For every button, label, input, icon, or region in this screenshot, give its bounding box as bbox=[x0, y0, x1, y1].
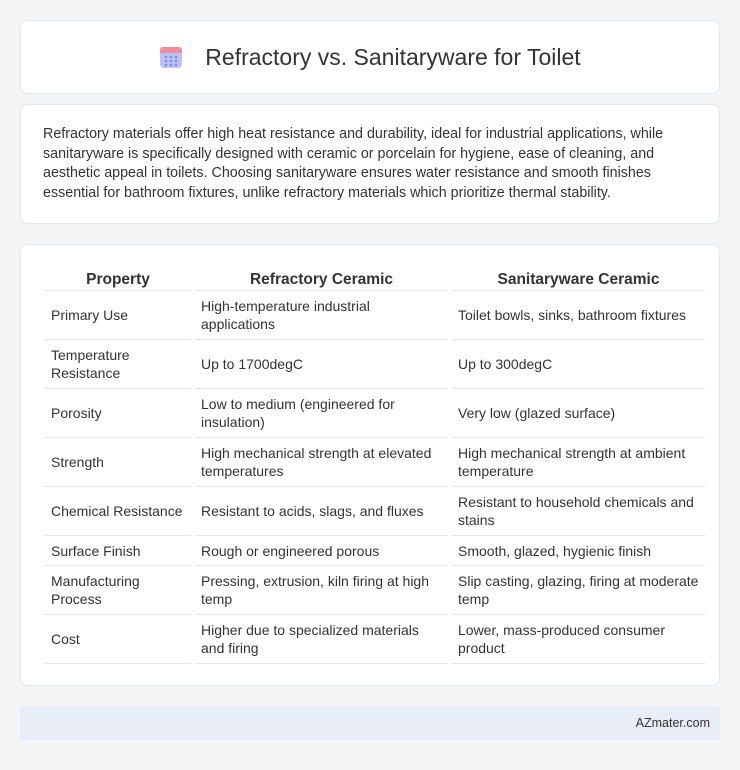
footer-bar bbox=[20, 706, 720, 740]
table-cell: Slip casting, glazing, firing at moderate temp bbox=[452, 566, 705, 615]
table-cell: High mechanical strength at elevated temperatures bbox=[195, 438, 448, 487]
column-header-refractory: Refractory Ceramic bbox=[195, 265, 448, 291]
column-header-property: Property bbox=[45, 265, 191, 291]
table-row bbox=[45, 291, 705, 340]
header-card bbox=[20, 20, 720, 94]
table-cell: Smooth, glazed, hygienic finish bbox=[452, 536, 705, 566]
table-cell: Porosity bbox=[45, 389, 191, 438]
table-cell: Temperature Resistance bbox=[45, 340, 191, 389]
table-row bbox=[45, 438, 705, 487]
table-row bbox=[45, 389, 705, 438]
table-cell: Strength bbox=[45, 438, 191, 487]
table-cell: Resistant to acids, slags, and fluxes bbox=[195, 487, 448, 536]
table-cell: Up to 300degC bbox=[452, 340, 705, 389]
table-row bbox=[45, 615, 705, 664]
table-cell: Resistant to household chemicals and stains bbox=[452, 487, 705, 536]
table-cell: Higher due to specialized materials and firing bbox=[195, 615, 448, 664]
table-cell: Up to 1700degC bbox=[195, 340, 448, 389]
comparison-table-card bbox=[20, 244, 720, 686]
calendar-icon bbox=[159, 45, 183, 69]
table-cell: Manufacturing Process bbox=[45, 566, 191, 615]
column-header-sanitaryware: Sanitaryware Ceramic bbox=[452, 265, 705, 291]
table-cell: Cost bbox=[45, 615, 191, 664]
table-row bbox=[45, 340, 705, 389]
table-cell: Chemical Resistance bbox=[45, 487, 191, 536]
page-title: Refractory vs. Sanitaryware for Toilet bbox=[205, 43, 581, 70]
table-cell: Primary Use bbox=[45, 291, 191, 340]
table-row bbox=[45, 566, 705, 615]
intro-paragraph: Refractory materials offer high heat resistance and durability, ideal for industrial applications, while sanitaryware is specifically designed with ceramic or porcelain for hygiene, ease of cleaning, and aesthetic appeal in toilets. Choosing sanitaryware ensures water resistance and smooth finishes essential for bathroom fixtures, unlike refractory materials which prioritize thermal stability. bbox=[43, 126, 664, 201]
table-cell: Surface Finish bbox=[45, 536, 191, 566]
table-row bbox=[45, 536, 705, 566]
table-cell: Toilet bowls, sinks, bathroom fixtures bbox=[452, 291, 705, 340]
table-cell: Lower, mass-produced consumer product bbox=[452, 615, 705, 664]
table-cell: Very low (glazed surface) bbox=[452, 389, 705, 438]
table-cell: High-temperature industrial applications bbox=[195, 291, 448, 340]
footer-site-name: AZmater.com bbox=[635, 716, 710, 730]
comparison-table bbox=[41, 265, 709, 664]
table-row bbox=[45, 487, 705, 536]
intro-card bbox=[20, 104, 720, 224]
table-cell: Rough or engineered porous bbox=[195, 536, 448, 566]
table-cell: Pressing, extrusion, kiln firing at high temp bbox=[195, 566, 448, 615]
table-cell: High mechanical strength at ambient temperature bbox=[452, 438, 705, 487]
table-cell: Low to medium (engineered for insulation) bbox=[195, 389, 448, 438]
table-header-row bbox=[45, 265, 705, 291]
